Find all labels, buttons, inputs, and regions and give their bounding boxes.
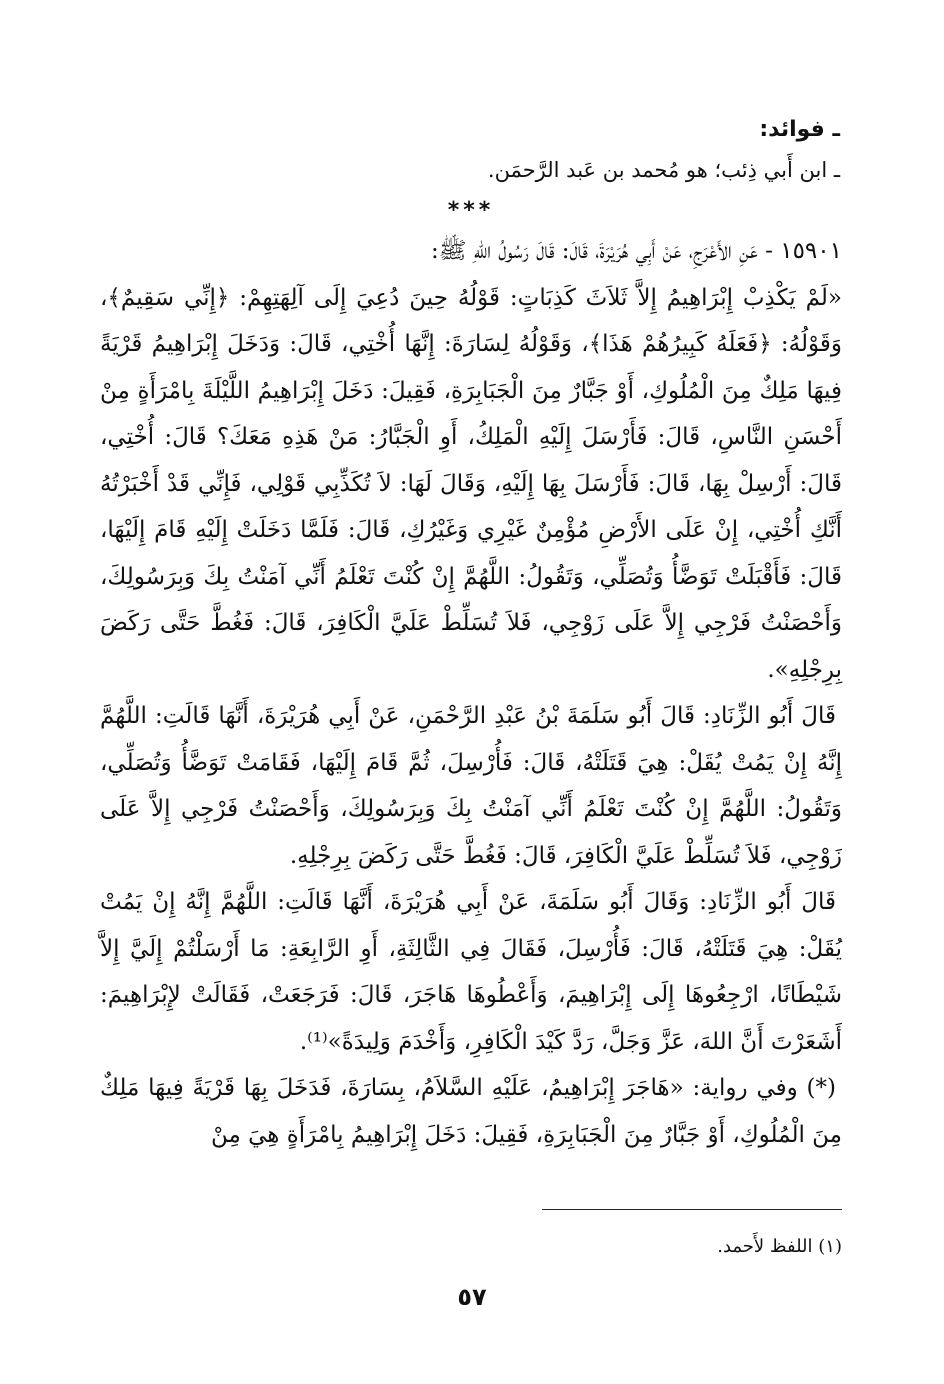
page-body bbox=[100, 110, 842, 1158]
footnote: (١) اللفظ لأَحمد. bbox=[717, 1236, 842, 1257]
narration-abu-zinad-1: قَالَ أَبُو الزِّنَادِ: قَالَ أَبُو سَلَمَةَ بْنُ عَبْدِ الرَّحْمَنِ، عَنْ أَبِي هُرَيْرَةَ، أَنَّهَا قَالَتِ: اللَّهُمَّ إِنَّهُ إِنْ يَمُتْ يُقَلْ: هِيَ قَتَلَتْهُ، قَالَ: فَأُرْسِلَ، ثُمَّ قَامَ إِلَيْهَا، فَقَامَتْ تَوَضَّأُ وَتُصَلِّي، وَتَقُولُ: اللَّهُمَّ إِنْ كُنْتَ تَعْلَمُ أَنِّي آمَنْتُ بِكَ وَبِرَسُولِكَ، وَأَحْصَنْتُ فَرْجِي إِلاَّ عَلَى زَوْجِي، فَلاَ تُسَلِّطْ عَلَيَّ الْكَافِرَ، قَالَ: فَغُطَّ حَتَّى رَكَضَ بِرِجْلِهِ. bbox=[100, 703, 842, 869]
hadith-text: «لَمْ يَكْذِبْ إِبْرَاهِيمُ إِلاَّ ثَلاَثَ كَذِبَاتٍ: قَوْلُهُ حِينَ دُعِيَ إِلَى آلِهَتِهِمْ: ﴿إِنِّي سَقِيمٌ﴾، وَقَوْلُهُ: ﴿فَعَلَهُ كَبِيرُهُمْ هَذَا﴾، وَقَوْلُهُ لِسَارَةَ: إِنَّهَا أُخْتِي، قَالَ: وَدَخَلَ إِبْرَاهِيمُ قَرْيَةً فِيهَا مَلِكٌ مِنَ الْمُلُوكِ، أَوْ جَبَّارٌ مِنَ الْجَبَابِرَةِ، فَقِيلَ: دَخَلَ إِبْرَاهِيمُ اللَّيْلَةَ بِامْرَأَةٍ مِنْ أَحْسَنِ النَّاسِ، قَالَ: فَأَرْسَلَ إِلَيْهِ الْمَلِكُ، أَوِ الْجَبَّارُ: مَنْ هَذِهِ مَعَكَ؟ قَالَ: أُخْتِي، قَالَ: أَرْسِلْ بِهَا، قَالَ: فَأَرْسَلَ بِهَا إِلَيْهِ، وَقَالَ لَهَا: لاَ تُكَذِّبِي قَوْلِي، فَإِنِّي قَدْ أَخْبَرْتُهُ أَنَّكِ أُخْتِي، إِنْ عَلَى الأَرْضِ مُؤْمِنٌ غَيْرِي وَغَيْرُكِ، قَالَ: فَلَمَّا دَخَلَتْ إِلَيْهِ قَامَ إِلَيْهَا، قَالَ: فَأَقْبَلَتْ تَوَضَّأُ وَتُصَلِّي، وَتَقُولُ: اللَّهُمَّ إِنْ كُنْتَ تَعْلَمُ أَنِّي آمَنْتُ بِكَ وَبِرَسُولِكَ، وَأَحْصَنْتُ فَرْجِي إِلاَّ عَلَى زَوْجِي، فَلاَ تُسَلِّطْ عَلَيَّ الْكَافِرَ، قَالَ: فَغُطَّ حَتَّى رَكَضَ بِرِجْلِهِ». bbox=[100, 284, 842, 683]
narration-abu-zinad-2: قَالَ أَبُو الزِّنَادِ: وَقَالَ أَبُو سَلَمَةَ، عَنْ أَبِي هُرَيْرَةَ، أَنَّهَا قَالَتِ: اللَّهُمَّ إِنَّهُ إِنْ يَمُتْ يُقَلْ: هِيَ قَتَلَتْهُ، قَالَ: فَأُرْسِلَ، فَقَالَ فِي الثَّالِثَةِ، أَوِ الرَّابِعَةِ: مَا أَرْسَلْتُمْ إِلَيَّ إِلاَّ شَيْطَانًا، ارْجِعُوهَا إِلَى إِبْرَاهِيمَ، وَأَعْطُوهَا هَاجَرَ، قَالَ: فَرَجَعَتْ، فَقَالَتْ لإِبْرَاهِيمَ: أَشَعَرْتَ أَنَّ اللهَ، عَزَّ وَجَلَّ، رَدَّ كَيْدَ الْكَافِرِ، وَأَخْدَمَ وَلِيدَةً»⁽¹⁾. bbox=[100, 889, 842, 1055]
separator-stars: *** bbox=[447, 198, 495, 223]
benefit-note: ـ ابن أَبي ذِئب؛ هو مُحمد بن عَبد الرَّحمَن. bbox=[487, 158, 840, 182]
page-number: ٥٧ bbox=[457, 1283, 487, 1311]
hadith-intro: ١٥٩٠١ - عَنِ الأَعْرَجِ، عَنْ أَبِي هُرَيْرَةَ، قَالَ: قَالَ رَسُولُ اللهِ ﷺ: bbox=[430, 238, 842, 264]
footnote-divider bbox=[542, 1209, 842, 1210]
section-heading: ـ فوائد: bbox=[759, 117, 840, 142]
alternate-narration: (*) وفي رواية: «هَاجَرَ إِبْرَاهِيمُ، عَلَيْهِ السَّلاَمُ، بِسَارَةَ، فَدَخَلَ بِهَا قَرْيَةً فِيهَا مَلِكٌ مِنَ الْمُلُوكِ، أَوْ جَبَّارٌ مِنَ الْجَبَابِرَةِ، فَقِيلَ: دَخَلَ إِبْرَاهِيمُ بِامْرَأَةٍ هِيَ مِنْ bbox=[100, 1075, 842, 1148]
